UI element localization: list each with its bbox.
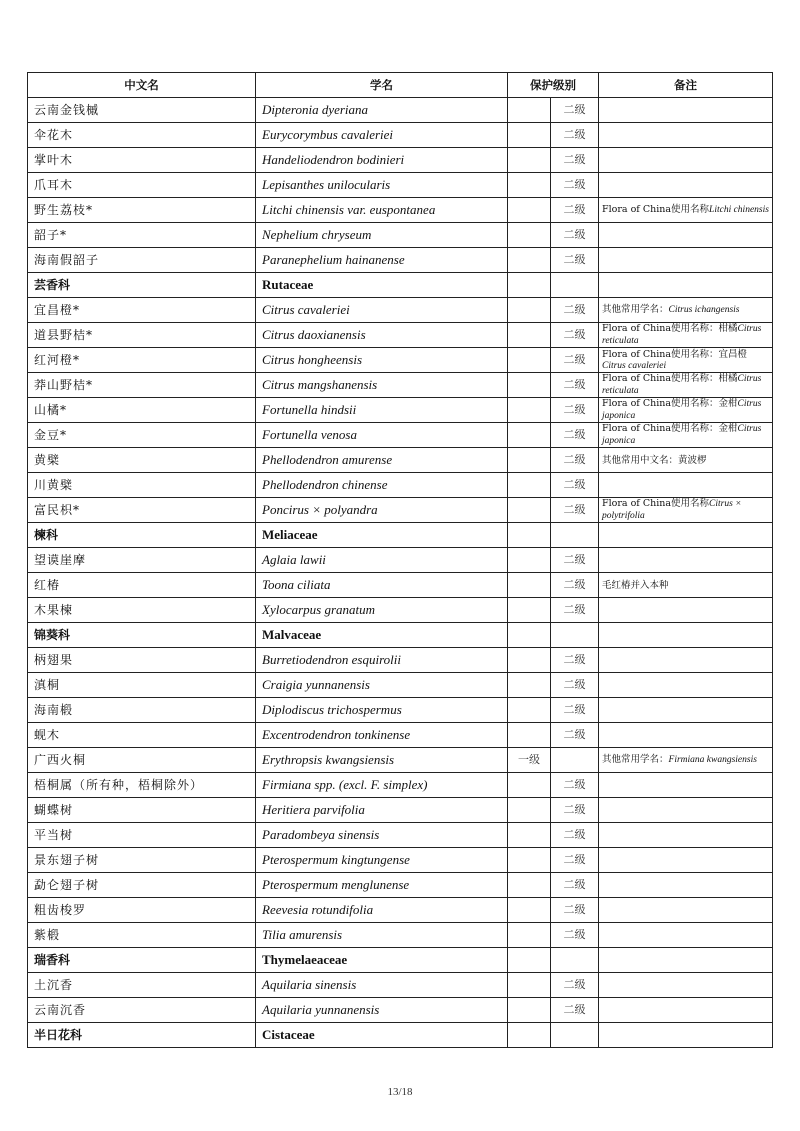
scientific-name: Aglaia lawii	[256, 548, 508, 573]
level-first-class	[508, 698, 551, 723]
remarks-cell	[599, 98, 773, 123]
level-first-class	[508, 548, 551, 573]
family-row	[28, 273, 773, 298]
protected-plants-table	[27, 72, 773, 1048]
species-row	[28, 848, 773, 873]
level-second-class: 二级	[551, 673, 599, 698]
level-second-class: 二级	[551, 98, 599, 123]
scientific-name: Paradombeya sinensis	[256, 823, 508, 848]
family-chinese-name: 锦葵科	[28, 623, 256, 648]
species-row	[28, 598, 773, 623]
remarks-scientific-name: Citrus × polytrifolia	[602, 499, 742, 521]
chinese-name: 云南沉香	[28, 998, 256, 1023]
remarks-cell	[599, 823, 773, 848]
family-chinese-name: 半日花科	[28, 1023, 256, 1048]
remarks-cell	[599, 423, 773, 448]
species-row	[28, 748, 773, 773]
scientific-name: Handeliodendron bodinieri	[256, 148, 508, 173]
scientific-name: Tilia amurensis	[256, 923, 508, 948]
remarks-text: Flora of China使用名称：金柑	[602, 423, 738, 434]
remarks-cell	[599, 398, 773, 423]
species-row	[28, 548, 773, 573]
remarks-scientific-name: Firmiana kwangsiensis	[668, 755, 757, 765]
scientific-name: Fortunella hindsii	[256, 398, 508, 423]
chinese-name: 掌叶木	[28, 148, 256, 173]
scientific-name: Nephelium chryseum	[256, 223, 508, 248]
level-second-class: 二级	[551, 248, 599, 273]
remarks-cell	[599, 273, 773, 298]
species-row	[28, 998, 773, 1023]
remarks-scientific-name: Citrus reticulata	[602, 374, 762, 396]
remarks-cell	[599, 348, 773, 373]
remarks-text: Flora of China使用名称：柑橘	[602, 323, 738, 334]
level-first-class	[508, 198, 551, 223]
chinese-name: 景东翅子树	[28, 848, 256, 873]
species-row	[28, 698, 773, 723]
remarks-cell	[599, 623, 773, 648]
family-row	[28, 523, 773, 548]
level-first-class	[508, 648, 551, 673]
remarks-cell	[599, 198, 773, 223]
species-row	[28, 498, 773, 523]
scientific-name: Citrus mangshanensis	[256, 373, 508, 398]
remarks-scientific-name: Litchi chinensis	[709, 205, 769, 215]
remarks-text: Flora of China使用名称：宜昌橙	[602, 348, 748, 360]
remarks-cell	[599, 173, 773, 198]
level-first-class	[508, 873, 551, 898]
scientific-name: Eurycorymbus cavaleriei	[256, 123, 508, 148]
level-second-class	[551, 748, 599, 773]
chinese-name: 勐仑翅子树	[28, 873, 256, 898]
chinese-name: 金豆*	[28, 423, 256, 448]
scientific-name: Dipteronia dyeriana	[256, 98, 508, 123]
level-second-class: 二级	[551, 848, 599, 873]
header-remarks: 备注	[599, 73, 773, 98]
scientific-name: Excentrodendron tonkinense	[256, 723, 508, 748]
level-first-class	[508, 173, 551, 198]
remarks-cell	[599, 223, 773, 248]
remarks-cell	[599, 448, 773, 473]
level-first-class	[508, 348, 551, 373]
chinese-name: 云南金钱槭	[28, 98, 256, 123]
species-row	[28, 223, 773, 248]
scientific-name: Citrus hongheensis	[256, 348, 508, 373]
family-scientific-name: Malvaceae	[256, 623, 508, 648]
chinese-name: 海南椴	[28, 698, 256, 723]
chinese-name: 粗齿梭罗	[28, 898, 256, 923]
level-cell-1	[508, 273, 551, 298]
level-cell-2	[551, 273, 599, 298]
chinese-name: 木果楝	[28, 598, 256, 623]
scientific-name: Fortunella venosa	[256, 423, 508, 448]
species-row	[28, 123, 773, 148]
species-row	[28, 973, 773, 998]
level-first-class	[508, 848, 551, 873]
scientific-name: Paranephelium hainanense	[256, 248, 508, 273]
family-scientific-name: Cistaceae	[256, 1023, 508, 1048]
level-second-class: 二级	[551, 798, 599, 823]
remarks-cell	[599, 698, 773, 723]
chinese-name: 望谟崖摩	[28, 548, 256, 573]
level-second-class: 二级	[551, 298, 599, 323]
remarks-scientific-name: Citrus japonica	[602, 399, 762, 421]
scientific-name: Citrus cavaleriei	[256, 298, 508, 323]
remarks-cell	[599, 773, 773, 798]
scientific-name: Pterospermum menglunense	[256, 873, 508, 898]
level-second-class: 二级	[551, 323, 599, 348]
scientific-name: Poncirus × polyandra	[256, 498, 508, 523]
chinese-name: 富民枳*	[28, 498, 256, 523]
level-second-class: 二级	[551, 873, 599, 898]
scientific-name: Erythropsis kwangsiensis	[256, 748, 508, 773]
level-first-class	[508, 298, 551, 323]
remarks-cell	[599, 248, 773, 273]
remarks-text: 其他常用中文名：黄波椤	[602, 454, 707, 466]
chinese-name: 海南假韶子	[28, 248, 256, 273]
chinese-name: 山橘*	[28, 398, 256, 423]
level-second-class: 二级	[551, 123, 599, 148]
level-second-class: 二级	[551, 548, 599, 573]
species-row	[28, 398, 773, 423]
level-first-class	[508, 323, 551, 348]
level-cell-1	[508, 623, 551, 648]
remarks-cell	[599, 598, 773, 623]
level-first-class	[508, 448, 551, 473]
level-second-class: 二级	[551, 723, 599, 748]
level-cell-2	[551, 623, 599, 648]
level-first-class: 一级	[508, 748, 551, 773]
remarks-cell	[599, 498, 773, 523]
family-scientific-name: Rutaceae	[256, 273, 508, 298]
family-chinese-name: 芸香科	[28, 273, 256, 298]
scientific-name: Lepisanthes unilocularis	[256, 173, 508, 198]
remarks-cell	[599, 548, 773, 573]
species-row	[28, 798, 773, 823]
level-second-class: 二级	[551, 473, 599, 498]
header-protection-level: 保护级别	[508, 73, 599, 98]
level-second-class: 二级	[551, 898, 599, 923]
remarks-cell	[599, 298, 773, 323]
level-first-class	[508, 248, 551, 273]
level-second-class: 二级	[551, 348, 599, 373]
chinese-name: 梧桐属（所有种，梧桐除外）	[28, 773, 256, 798]
level-first-class	[508, 148, 551, 173]
level-first-class	[508, 923, 551, 948]
species-row	[28, 873, 773, 898]
level-cell-2	[551, 523, 599, 548]
chinese-name: 紫椴	[28, 923, 256, 948]
family-row	[28, 1023, 773, 1048]
species-row	[28, 323, 773, 348]
scientific-name: Phellodendron amurense	[256, 448, 508, 473]
species-row	[28, 98, 773, 123]
level-second-class: 二级	[551, 648, 599, 673]
remarks-cell	[599, 648, 773, 673]
species-row	[28, 923, 773, 948]
level-second-class: 二级	[551, 823, 599, 848]
chinese-name: 爪耳木	[28, 173, 256, 198]
level-second-class: 二级	[551, 598, 599, 623]
table-header-row	[28, 73, 773, 98]
remarks-cell	[599, 1023, 773, 1048]
species-row	[28, 773, 773, 798]
species-row	[28, 723, 773, 748]
remarks-cell	[599, 573, 773, 598]
header-chinese-name: 中文名	[28, 73, 256, 98]
level-second-class: 二级	[551, 373, 599, 398]
level-first-class	[508, 723, 551, 748]
species-row	[28, 473, 773, 498]
remarks-cell	[599, 798, 773, 823]
remarks-text: Flora of China使用名称：柑橘	[602, 373, 738, 384]
species-row	[28, 823, 773, 848]
chinese-name: 川黄檗	[28, 473, 256, 498]
chinese-name: 野生荔枝*	[28, 198, 256, 223]
family-row	[28, 948, 773, 973]
level-first-class	[508, 473, 551, 498]
scientific-name: Reevesia rotundifolia	[256, 898, 508, 923]
scientific-name: Toona ciliata	[256, 573, 508, 598]
remarks-cell	[599, 523, 773, 548]
family-chinese-name: 瑞香科	[28, 948, 256, 973]
species-row	[28, 423, 773, 448]
level-second-class: 二级	[551, 498, 599, 523]
level-first-class	[508, 973, 551, 998]
scientific-name: Burretiodendron esquirolii	[256, 648, 508, 673]
level-second-class: 二级	[551, 223, 599, 248]
remarks-cell	[599, 373, 773, 398]
level-second-class: 二级	[551, 998, 599, 1023]
remarks-cell	[599, 998, 773, 1023]
remarks-cell	[599, 923, 773, 948]
scientific-name: Xylocarpus granatum	[256, 598, 508, 623]
level-second-class: 二级	[551, 173, 599, 198]
family-scientific-name: Thymelaeaceae	[256, 948, 508, 973]
species-row	[28, 248, 773, 273]
remarks-cell	[599, 148, 773, 173]
page-number: 13/18	[387, 1086, 413, 1098]
header-scientific-name: 学名	[256, 73, 508, 98]
chinese-name: 黄檗	[28, 448, 256, 473]
remarks-text: 毛红椿并入本种	[602, 579, 669, 591]
level-second-class: 二级	[551, 698, 599, 723]
scientific-name: Heritiera parvifolia	[256, 798, 508, 823]
remarks-scientific-name: Citrus cavaleriei	[602, 360, 667, 371]
chinese-name: 韶子*	[28, 223, 256, 248]
level-cell-2	[551, 948, 599, 973]
remarks-text: Flora of China使用名称	[602, 204, 710, 215]
species-row	[28, 348, 773, 373]
chinese-name: 滇桐	[28, 673, 256, 698]
level-first-class	[508, 598, 551, 623]
remarks-cell	[599, 948, 773, 973]
remarks-scientific-name: Citrus reticulata	[602, 324, 762, 346]
remarks-cell	[599, 848, 773, 873]
chinese-name: 土沉香	[28, 973, 256, 998]
level-first-class	[508, 123, 551, 148]
scientific-name: Aquilaria yunnanensis	[256, 998, 508, 1023]
scientific-name: Litchi chinensis var. euspontanea	[256, 198, 508, 223]
chinese-name: 莽山野桔*	[28, 373, 256, 398]
remarks-cell	[599, 323, 773, 348]
species-row	[28, 373, 773, 398]
level-first-class	[508, 898, 551, 923]
remarks-cell	[599, 898, 773, 923]
scientific-name: Diplodiscus trichospermus	[256, 698, 508, 723]
family-scientific-name: Meliaceae	[256, 523, 508, 548]
level-first-class	[508, 498, 551, 523]
table-body	[28, 98, 773, 1048]
chinese-name: 蚬木	[28, 723, 256, 748]
remarks-scientific-name: Citrus japonica	[602, 424, 762, 446]
species-row	[28, 448, 773, 473]
chinese-name: 平当树	[28, 823, 256, 848]
level-first-class	[508, 398, 551, 423]
level-first-class	[508, 223, 551, 248]
level-first-class	[508, 98, 551, 123]
chinese-name: 蝴蝶树	[28, 798, 256, 823]
family-chinese-name: 楝科	[28, 523, 256, 548]
chinese-name: 广西火桐	[28, 748, 256, 773]
species-row	[28, 573, 773, 598]
level-cell-1	[508, 1023, 551, 1048]
level-first-class	[508, 573, 551, 598]
scientific-name: Citrus daoxianensis	[256, 323, 508, 348]
species-row	[28, 648, 773, 673]
scientific-name: Aquilaria sinensis	[256, 973, 508, 998]
level-cell-2	[551, 1023, 599, 1048]
level-second-class: 二级	[551, 423, 599, 448]
level-second-class: 二级	[551, 398, 599, 423]
scientific-name: Phellodendron chinense	[256, 473, 508, 498]
chinese-name: 道县野桔*	[28, 323, 256, 348]
family-row	[28, 623, 773, 648]
species-row	[28, 298, 773, 323]
species-row	[28, 673, 773, 698]
chinese-name: 红椿	[28, 573, 256, 598]
remarks-text: Flora of China使用名称：金柑	[602, 398, 738, 409]
level-cell-1	[508, 523, 551, 548]
remarks-text: Flora of China使用名称	[602, 498, 710, 509]
chinese-name: 柄翅果	[28, 648, 256, 673]
level-second-class: 二级	[551, 573, 599, 598]
remarks-cell	[599, 673, 773, 698]
level-second-class: 二级	[551, 973, 599, 998]
remarks-scientific-name: Citrus ichangensis	[668, 305, 740, 315]
chinese-name: 伞花木	[28, 123, 256, 148]
chinese-name: 宜昌橙*	[28, 298, 256, 323]
species-row	[28, 148, 773, 173]
scientific-name: Firmiana spp. (excl. F. simplex)	[256, 773, 508, 798]
species-row	[28, 198, 773, 223]
scientific-name: Pterospermum kingtungense	[256, 848, 508, 873]
level-first-class	[508, 998, 551, 1023]
level-first-class	[508, 823, 551, 848]
remarks-cell	[599, 973, 773, 998]
level-first-class	[508, 773, 551, 798]
level-first-class	[508, 673, 551, 698]
level-cell-1	[508, 948, 551, 973]
remarks-cell	[599, 873, 773, 898]
remarks-text: 其他常用学名：	[602, 304, 669, 315]
remarks-cell	[599, 473, 773, 498]
remarks-cell	[599, 123, 773, 148]
level-first-class	[508, 373, 551, 398]
scientific-name: Craigia yunnanensis	[256, 673, 508, 698]
level-first-class	[508, 423, 551, 448]
level-first-class	[508, 798, 551, 823]
species-row	[28, 173, 773, 198]
level-second-class: 二级	[551, 448, 599, 473]
level-second-class: 二级	[551, 923, 599, 948]
level-second-class: 二级	[551, 198, 599, 223]
level-second-class: 二级	[551, 773, 599, 798]
chinese-name: 红河橙*	[28, 348, 256, 373]
species-row	[28, 898, 773, 923]
level-second-class: 二级	[551, 148, 599, 173]
remarks-cell	[599, 723, 773, 748]
remarks-cell	[599, 748, 773, 773]
remarks-text: 其他常用学名：	[602, 754, 669, 765]
